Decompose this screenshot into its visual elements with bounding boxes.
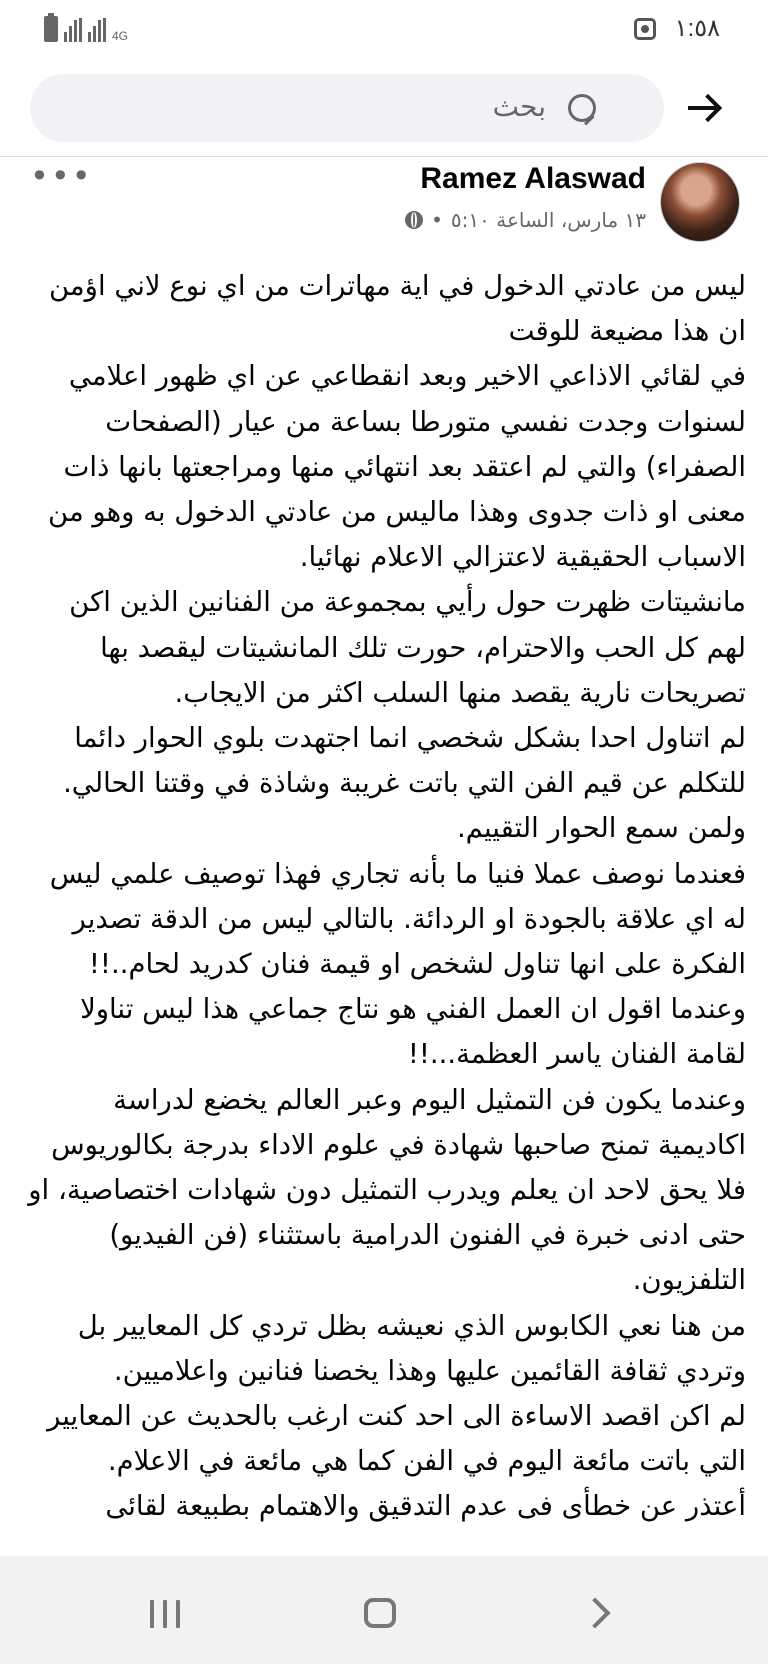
post-meta <box>405 208 646 232</box>
back-arrow-icon[interactable] <box>684 90 724 126</box>
post-text <box>22 264 746 1554</box>
post-paragraph: في لقائي الاذاعي الاخير وبعد انقطاعي عن اي ظهور اعلامي لسنوات وجدت نفسي متورطا بساعة من عيار (الصفحات الصفراء) والتي لم اعتقد بعد انتهائي منها ومراجعتها بانها ذات معنى او ذات جدوى وهذا ماليس من عادتي الدخول به وهو من الاسباب الحقيقية لاعتزالي الاعلام نهائيا. <box>48 360 746 574</box>
post-timestamp[interactable]: ١٣ مارس، الساعة ٥:١٠ <box>450 208 646 232</box>
post-paragraph: ليس من عادتي الدخول في اية مهاترات من اي نوع لاني اؤمن ان هذا مضيعة للوقت <box>49 270 746 348</box>
post-header <box>0 157 768 256</box>
system-nav-bar <box>0 1556 768 1664</box>
post-paragraph: فعندما نوصف عملا فنيا ما بأنه تجاري فهذا توصيف علمي ليس له اي علاقة بالجودة او الردائة. بالتالي ليس من الدقة تصدير الفكرة على انها تناول لشخص او قيمة فنان كدريد لحام..!! <box>49 857 746 981</box>
post-paragraph: مانشيتات ظهرت حول رأيي بمجموعة من الفنانين الذين اكن لهم كل الحب والاحترام، حورت تلك المانشيتات ليقصد بها تصريحات نارية يقصد منها السلب اكثر من الايجاب. <box>69 586 746 709</box>
post-paragraph: من هنا نعي الكابوس الذي نعيشه بظل تردي كل المعايير بل وتردي ثقافة القائمين عليها وهذا يخصنا فنانين واعلاميين. <box>77 1309 746 1387</box>
globe-icon <box>405 211 423 229</box>
signal-icon-2 <box>88 18 106 42</box>
top-bar <box>0 70 768 157</box>
recent-apps-icon[interactable] <box>150 1600 180 1628</box>
battery-icon <box>44 16 58 42</box>
meta-separator: • <box>431 208 443 232</box>
screen-record-icon <box>634 18 656 40</box>
nav-back-icon[interactable] <box>579 1597 610 1628</box>
status-bar <box>0 0 768 60</box>
status-time: ١:٥٨ <box>674 15 720 42</box>
status-icons <box>44 16 128 42</box>
signal-icon <box>64 18 82 42</box>
home-icon[interactable] <box>364 1598 396 1628</box>
post-paragraph: وعندما اقول ان العمل الفني هو نتاج جماعي هذا ليس تناولا لقامة الفنان ياسر العظمة...!! <box>80 993 746 1071</box>
post-paragraph: أعتذر عن خطأى فى عدم التدقيق والاهتمام بطبيعة لقائى <box>105 1490 746 1523</box>
avatar[interactable] <box>660 162 740 242</box>
search-icon <box>568 94 596 122</box>
search-input[interactable] <box>30 74 664 142</box>
post-paragraph: لم اتناول احدا بشكل شخصي انما اجتهدت بلوي الحوار دائما للتكلم عن قيم الفن التي باتت غريبة وشاذة في وقتنا الحالي. ولمن سمع الحوار التقييم. <box>63 722 746 845</box>
author-name[interactable]: Ramez Alaswad <box>420 162 646 195</box>
network-type: 4G <box>112 29 129 43</box>
more-options-icon[interactable]: ••• <box>30 157 93 195</box>
post-paragraph: لم اكن اقصد الاساءة الى احد كنت ارغب بالحديث عن المعايير التي باتت مائعة اليوم في الفن كما هي مائعة في الاعلام. <box>47 1400 746 1478</box>
post-paragraph: وعندما يكون فن التمثيل اليوم وعبر العالم يخضع لدراسة اكاديمية تمنح صاحبها شهادة في علوم الاداء بدرجة بكالوريوس فلا يحق لاحد ان يعلم ويدرب التمثيل دون شهادات اختصاصية، او حتى ادنى خبرة في الفنون الدرامية باستثناء (فن الفيديو) التلفزيون. <box>28 1083 746 1297</box>
search-placeholder: بحث <box>492 90 546 123</box>
